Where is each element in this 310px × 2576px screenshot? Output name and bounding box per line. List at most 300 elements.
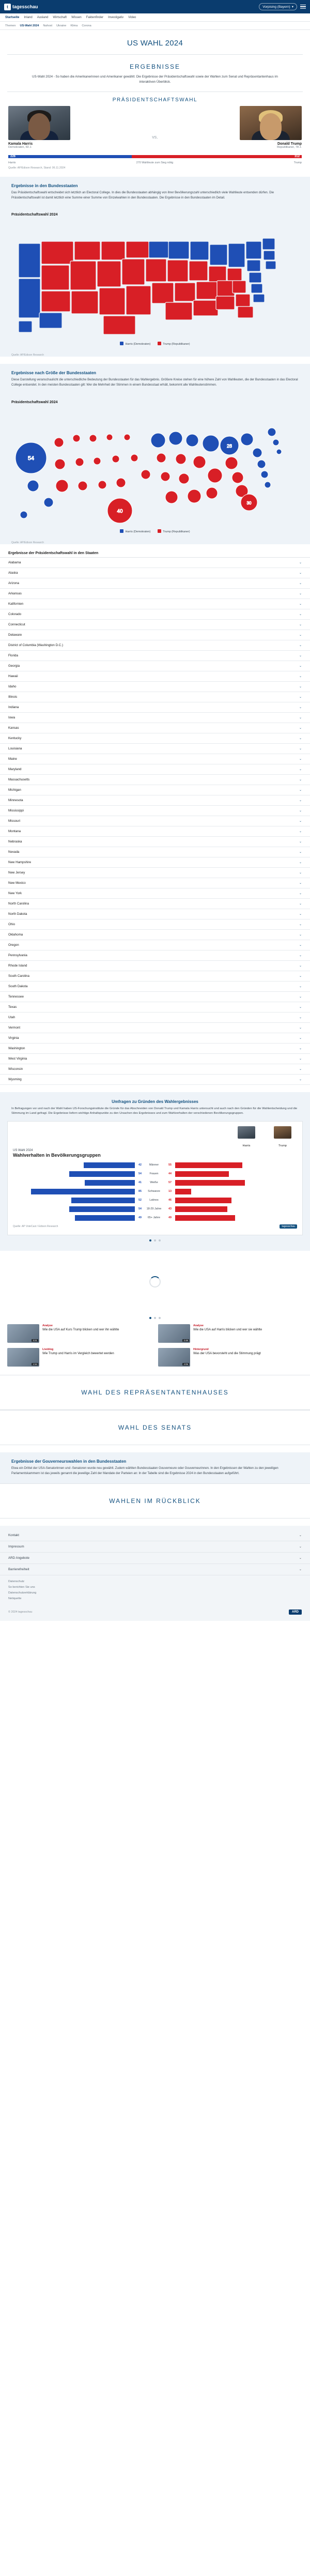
- teaser-grid: [0, 1319, 310, 1375]
- polls-text: In Befragungen vor und nach der Wahl haben US-Forschungsinstitute die Gründe für das Abschneiden von Donald Trump und Kamala Harris untersucht und auch nach den Gründen für die Wahlentscheidung und die Stimmung im Land gefragt. Die Ergebnisse liefern wichtige Anhaltspunkte zu den Ursachen des Ergebnisses und zum Wahlverhalten der verschiedenen Bevölkerungsgruppen.: [11, 1107, 298, 1115]
- chevron-down-icon: ⌄: [299, 881, 302, 885]
- accordion-item-kansas[interactable]: [0, 723, 310, 733]
- chevron-down-icon: ⌄: [299, 706, 302, 709]
- state-label: Wyoming: [8, 1077, 22, 1081]
- accordion-item-kentucky[interactable]: [0, 733, 310, 744]
- map2-title: Ergebnisse nach Größe der Bundesstaaten: [11, 371, 97, 376]
- candidate-trump[interactable]: [240, 106, 302, 149]
- state-label: Arkansas: [8, 591, 22, 595]
- map2-source: Quelle: AP/Edison Research: [0, 539, 310, 544]
- category-label: Latinos: [149, 1199, 159, 1202]
- chevron-down-icon: ⌄: [299, 871, 302, 875]
- state-label: District of Columbia (Washington D.C.): [8, 643, 64, 647]
- accordion-item-north-dakota[interactable]: [0, 909, 310, 919]
- accordion-item-colorado[interactable]: [0, 609, 310, 620]
- chart-footer: [13, 1224, 297, 1229]
- video-thumb: [7, 1348, 39, 1367]
- state-label: Minnesota: [8, 798, 23, 802]
- legend-dem-2: Harris (Demokraten): [120, 529, 150, 533]
- accordion-item-arizona[interactable]: [0, 578, 310, 589]
- accordion-item-south-dakota[interactable]: [0, 982, 310, 992]
- state-label: Rhode Island: [8, 963, 27, 968]
- chart-kicker: US Wahl 2024: [13, 1149, 33, 1153]
- chevron-down-icon: ⌄: [299, 612, 302, 616]
- chart-row-5: [13, 1205, 297, 1213]
- nav-item-7[interactable]: Video: [128, 16, 136, 19]
- subnav-item-0[interactable]: Themen: [5, 24, 16, 27]
- state-label: Kalifornien: [8, 602, 24, 606]
- footer-item-impressum[interactable]: [0, 1541, 310, 1553]
- section-house: WAHL DES REPRÄSENTANTENHAUSES: [0, 1375, 310, 1410]
- subnav-item-2[interactable]: Nahost: [43, 24, 53, 27]
- teaser-kicker: Analyse: [42, 1324, 53, 1328]
- state-label: New Mexico: [8, 881, 26, 885]
- state-label: Nevada: [8, 850, 20, 854]
- subnav-item-5[interactable]: Corona: [82, 24, 91, 27]
- footer-link-netiquette[interactable]: Netiquette: [8, 1597, 22, 1601]
- results-heading: ERGEBNISSE: [129, 63, 181, 70]
- nav-item-0[interactable]: Startseite: [5, 16, 20, 19]
- state-label: Idaho: [8, 684, 17, 688]
- accordion-item-ohio[interactable]: [0, 919, 310, 930]
- chevron-down-icon: ⌄: [299, 1016, 302, 1019]
- footer-item-ard-angebote[interactable]: [0, 1553, 310, 1564]
- teaser-headline: Wie Trump und Harris im Vergleich bewertet werden: [42, 1352, 114, 1356]
- teaser-headline: Was der USA bevorsteht und die Stimmung prägt: [193, 1352, 261, 1356]
- carousel-dots-2[interactable]: [0, 1313, 310, 1319]
- accordion-item-new-york[interactable]: [0, 888, 310, 899]
- chart-source: Quelle: AP VoteCast / Edison Research: [13, 1225, 58, 1229]
- duration-badge: 1:54: [33, 1363, 37, 1366]
- chevron-down-icon: ⌄: [299, 788, 302, 792]
- state-label: North Carolina: [8, 901, 29, 906]
- chevron-down-icon: ⌄: [299, 581, 302, 585]
- state-label: Iowa: [8, 715, 16, 719]
- chevron-down-icon: ⌄: [299, 892, 302, 895]
- results-intro: US-Wahl 2024 - So haben die Amerikanerinnen und Amerikaner gewählt: Die Ergebnisse der Präsidentschaftswahl sowie der Wahlen zum Senat und Repräsentantenhaus im interaktiven Überblick.: [32, 75, 278, 84]
- state-label: Texas: [8, 1005, 17, 1009]
- value-harris: 54: [138, 1172, 142, 1176]
- bar-label-rep: Trump: [293, 161, 302, 165]
- carousel-dot-3[interactable]: [159, 1239, 161, 1241]
- accordion-item-iowa[interactable]: [0, 713, 310, 723]
- chart-bars: [13, 1161, 297, 1221]
- chevron-down-icon: ⌄: [299, 664, 302, 668]
- chart-head-trump: Trump: [271, 1126, 294, 1149]
- state-label: South Carolina: [8, 974, 29, 978]
- chevron-down-icon: ⌄: [299, 1026, 302, 1030]
- map1-wrap: [0, 220, 310, 351]
- accordion-item-rhode-island[interactable]: [0, 961, 310, 971]
- loading-spinner-icon: [149, 1276, 161, 1287]
- location-label: Vorpising (Bayern): [262, 5, 290, 9]
- chevron-down-icon: ⌄: [299, 943, 302, 947]
- chart-row-6: [13, 1214, 297, 1221]
- main-nav[interactable]: [0, 13, 310, 22]
- accordion-item-connecticut[interactable]: [0, 620, 310, 630]
- chevron-down-icon: ⌄: [299, 602, 302, 606]
- value-trump: 49: [168, 1216, 172, 1220]
- value-harris: 85: [138, 1190, 142, 1193]
- map2-legend: [7, 528, 303, 533]
- accordion-item-wyoming[interactable]: [0, 1075, 310, 1085]
- state-label: Pennsylvania: [8, 953, 27, 957]
- state-label: Hawaii: [8, 674, 18, 678]
- location-pill[interactable]: [259, 3, 297, 10]
- accordion-item-delaware[interactable]: [0, 630, 310, 640]
- section-senate: WAHL DES SENATS: [0, 1410, 310, 1445]
- chevron-down-icon: ⌄: [299, 1568, 302, 1572]
- accordion-item-texas[interactable]: [0, 1002, 310, 1013]
- electoral-bar: [0, 149, 310, 164]
- carousel-dot-2[interactable]: [154, 1239, 156, 1241]
- chevron-down-icon: ⌄: [299, 685, 302, 688]
- nav-item-2[interactable]: Ausland: [37, 16, 49, 19]
- accordion-item-alaska[interactable]: [0, 568, 310, 578]
- chart-candidate-head: [13, 1126, 297, 1149]
- legend-dem: Harris (Demokraten): [120, 342, 150, 346]
- accordion-item-indiana[interactable]: [0, 702, 310, 713]
- burger-icon[interactable]: [300, 5, 306, 9]
- sub-nav[interactable]: [0, 22, 310, 30]
- state-list-title: Ergebnisse der Präsidentschaftswahl in den Staaten: [8, 551, 99, 555]
- map2-info: [0, 364, 310, 395]
- nav-item-1[interactable]: Inland: [24, 16, 33, 19]
- trump-photo: [240, 106, 302, 140]
- accordion-item-louisiana[interactable]: [0, 744, 310, 754]
- state-label: Washington: [8, 1046, 25, 1050]
- chevron-down-icon: ⌄: [299, 643, 302, 647]
- chevron-down-icon: ⌄: [299, 933, 302, 937]
- svg-text:40: 40: [117, 508, 123, 514]
- value-harris: 49: [138, 1216, 142, 1220]
- chevron-down-icon: ⌄: [299, 995, 302, 999]
- chevron-down-icon: ⌄: [299, 1534, 302, 1538]
- chevron-down-icon: ⌄: [299, 861, 302, 864]
- state-label: Utah: [8, 1015, 16, 1019]
- footer-link-datenschutz[interactable]: Datenschutz: [8, 1580, 25, 1584]
- state-accordion[interactable]: [0, 557, 310, 1085]
- value-trump: 13: [168, 1190, 172, 1193]
- state-label: Ohio: [8, 922, 16, 926]
- value-trump: 43: [168, 1207, 172, 1211]
- vs-label: vs.: [152, 134, 158, 140]
- chevron-down-icon: ⌄: [299, 1036, 302, 1040]
- footer-item-kontakt[interactable]: [0, 1530, 310, 1541]
- state-label: Vermont: [8, 1025, 21, 1030]
- brand-mark: t: [4, 4, 11, 10]
- accordion-item-mississippi[interactable]: [0, 806, 310, 816]
- carousel-dots[interactable]: [7, 1235, 303, 1241]
- video-thumb: [7, 1324, 39, 1343]
- state-label: Montana: [8, 829, 21, 833]
- state-label: Delaware: [8, 633, 22, 637]
- chevron-down-icon: ⌄: [299, 830, 302, 833]
- nav-item-5[interactable]: Faktenfinder: [86, 16, 104, 19]
- accordion-item-dc[interactable]: [0, 640, 310, 651]
- nav-item-6[interactable]: Investigativ: [108, 16, 124, 19]
- bar-label-note: 270 Wahlleute zum Sieg nötig: [136, 161, 174, 165]
- chart-row-4: [13, 1197, 297, 1204]
- accordion-item-georgia[interactable]: [0, 661, 310, 671]
- accordion-item-missouri[interactable]: [0, 816, 310, 826]
- state-label: Florida: [8, 653, 18, 657]
- map1-caption: Präsidentschaftswahl 2024: [0, 208, 310, 220]
- state-label: Indiana: [8, 705, 19, 709]
- state-label: New York: [8, 891, 22, 895]
- footer: [0, 1526, 310, 1621]
- chart-row-2: [13, 1179, 297, 1186]
- subnav-item-1[interactable]: US-Wahl 2024: [20, 24, 39, 27]
- svg-text:54: 54: [27, 455, 35, 462]
- chart-row-0: [13, 1161, 297, 1169]
- chart-title: Wahlverhalten in Bevölkerungsgruppen: [13, 1153, 101, 1158]
- state-label: Louisiana: [8, 746, 22, 750]
- nav-item-4[interactable]: Wissen: [71, 16, 82, 19]
- teaser-kicker: Liveblog: [42, 1348, 54, 1352]
- brand-name: tagesschau: [12, 4, 38, 9]
- accordion-item-virginia[interactable]: [0, 1033, 310, 1044]
- state-label: Alabama: [8, 560, 21, 564]
- state-label: South Dakota: [8, 984, 28, 988]
- senate-info-title: Ergebnisse der Gouverneurswahlen in den Bundesstaaten: [11, 1459, 127, 1464]
- chevron-down-icon: ⌄: [299, 985, 302, 988]
- accordion-item-oregon[interactable]: [0, 940, 310, 950]
- top-bar: [0, 0, 310, 13]
- chevron-down-icon: ⌄: [299, 923, 302, 926]
- harris-party: Demokraten, 60 J.: [8, 146, 32, 149]
- chevron-down-icon: ⌄: [299, 1005, 302, 1009]
- map1-text: Das Präsidentschaftswahl entscheidet sich letztlich an Electoral College. In dies die Bundesstaaten abhängig von ihrer Bevölkerungszahl unterschiedlich viele Wahlleute entsenden dürfen. Die Präsidentschaftswahl ist damit letztlich eine Summe einer Summe von Einzelwahlen in den Bundesstaaten. Die Ergebnisse in den Bundesstaaten im Detail.: [11, 191, 274, 200]
- state-label: Connecticut: [8, 622, 25, 626]
- trump-party: Republikaner, 78 J.: [277, 146, 302, 149]
- page-title: US WAHL 2024: [127, 39, 183, 48]
- teaser-card[interactable]: [7, 1324, 152, 1343]
- teaser-headline: Wie die USA auf Harris blicken und wer sie wählte: [193, 1328, 262, 1332]
- section-retro: WAHLEN IM RÜCKBLICK: [0, 1483, 310, 1519]
- video-thumb: [158, 1348, 190, 1367]
- teaser-card[interactable]: [7, 1348, 152, 1367]
- teaser-kicker: Analyse: [193, 1324, 204, 1328]
- category-label: Männer: [149, 1163, 159, 1167]
- chevron-down-icon: ⌄: [299, 571, 302, 575]
- state-label: Arizona: [8, 581, 19, 585]
- footer-links[interactable]: [0, 1575, 310, 1605]
- chevron-down-icon: ⌄: [299, 912, 302, 916]
- footer-label: ARD Angebote: [8, 1556, 29, 1560]
- chevron-down-icon: ⌄: [299, 974, 302, 978]
- polls-section: [0, 1092, 310, 1251]
- map2-text: Diese Darstellung veranschaulicht die unterschiedliche Bedeutung der Bundesstaaten für das Wahlergebnis. Größere Kreise stehen für eine höhere Zahl von Wahlleuten, die der Bundesstaaten in das Electoral College entsendet. In den meisten Bundesstaaten gilt: Wer die Mehrheit der Stimmen in einem Bundesstaat erhält, bekommt alle Wahlleutenstimmen.: [11, 378, 298, 387]
- chevron-down-icon: ⌄: [299, 840, 302, 844]
- state-label: Illinois: [8, 695, 18, 699]
- trump-name: Donald Trump: [277, 142, 302, 146]
- chevron-down-icon: ⌄: [299, 809, 302, 812]
- accordion-item-vermont[interactable]: [0, 1023, 310, 1033]
- footer-label: Barrierefreiheit: [8, 1568, 29, 1572]
- accordion-item-minnesota[interactable]: [0, 795, 310, 806]
- chart-head-harris: Harris: [235, 1126, 258, 1149]
- usa-map-svg[interactable]: [7, 221, 303, 341]
- senate-info-text: Etwa ein Drittel der USA-Senatorinnen und -Senatoren wurde neu gewählt. Zudem wählten Bundesstaaten Gouverneure oder Gouverneurinnen. In den Ergebnissen der Wahlen zu den jeweiligen Parlamentskammern ist das jeweils genannt die jeweilige Zahl der Mandate der Parteien an: In der Tabelle sind die Ergebnisse 2024 in den Bundesstaaten aufgeführt.: [11, 1467, 278, 1475]
- bar-label-dem: Harris: [8, 161, 16, 165]
- chevron-down-icon: ⌄: [299, 623, 302, 626]
- svg-text:30: 30: [246, 500, 252, 505]
- accordion-item-washington[interactable]: [0, 1044, 310, 1054]
- value-harris: 54: [138, 1207, 142, 1211]
- usa-bubble-svg[interactable]: [7, 408, 303, 528]
- chevron-down-icon: ⌄: [299, 799, 302, 802]
- state-label: North Dakota: [8, 912, 27, 916]
- nav-item-3[interactable]: Wirtschaft: [53, 16, 67, 19]
- brand-logo[interactable]: [4, 4, 38, 10]
- footer-label: Impressum: [8, 1545, 24, 1549]
- accordion-item-alabama[interactable]: [0, 558, 310, 568]
- chevron-down-icon: ⌄: [299, 674, 302, 678]
- accordion-item-nevada[interactable]: [0, 847, 310, 857]
- ard-logo: ARD: [289, 1609, 302, 1615]
- state-label: Oklahoma: [8, 932, 23, 937]
- state-label: Colorado: [8, 612, 22, 616]
- harris-photo: [8, 106, 70, 140]
- state-label: Alaska: [8, 571, 18, 575]
- accordion-item-new-hampshire[interactable]: [0, 857, 310, 868]
- accordion-item-michigan[interactable]: [0, 785, 310, 795]
- accordion-item-montana[interactable]: [0, 826, 310, 837]
- value-harris: 42: [138, 1163, 142, 1167]
- state-label: Mississippi: [8, 808, 24, 812]
- chevron-down-icon: ⌄: [299, 778, 302, 781]
- chevron-down-icon: ⌄: [299, 716, 302, 719]
- accordion-item-maryland[interactable]: [0, 764, 310, 775]
- accordion-item-utah[interactable]: [0, 1013, 310, 1023]
- chevron-down-icon: ⌄: [299, 633, 302, 637]
- chevron-down-icon: ⌄: [299, 964, 302, 968]
- category-label: 18-29 Jahre: [146, 1207, 162, 1211]
- footer-item-barrierefreiheit[interactable]: [0, 1564, 310, 1575]
- carousel-dot-1[interactable]: [149, 1239, 151, 1241]
- chevron-down-icon: ⌄: [299, 592, 302, 595]
- state-label: Oregon: [8, 943, 19, 947]
- candidate-harris[interactable]: [8, 106, 70, 149]
- teaser-card[interactable]: [158, 1324, 303, 1343]
- state-label: Wisconsin: [8, 1067, 23, 1071]
- state-label: Maine: [8, 757, 17, 761]
- chart-row-3: [13, 1188, 297, 1195]
- accordion-item-north-carolina[interactable]: [0, 899, 310, 909]
- value-trump: 57: [168, 1181, 172, 1185]
- teaser-card[interactable]: [158, 1348, 303, 1367]
- state-label: Kansas: [8, 726, 19, 730]
- chevron-down-icon: ⌄: [299, 1067, 302, 1071]
- value-trump: 46: [168, 1199, 172, 1202]
- accordion-item-florida[interactable]: [0, 651, 310, 661]
- voting-behaviour-chart[interactable]: [7, 1121, 303, 1235]
- accordion-item-south-carolina[interactable]: [0, 971, 310, 982]
- chevron-down-icon: ⌄: [299, 1545, 302, 1549]
- subnav-item-4[interactable]: Klima: [70, 24, 78, 27]
- accordion-item-west-virginia[interactable]: [0, 1054, 310, 1064]
- accordion-item-new-jersey[interactable]: [0, 868, 310, 878]
- loading-band: [0, 1251, 310, 1313]
- footer-label: Kontakt: [8, 1534, 19, 1538]
- chevron-down-icon: ⌄: [299, 747, 302, 750]
- chevron-down-icon: ⌄: [299, 1057, 302, 1061]
- map1-source: Quelle: AP/Edison Research: [0, 351, 310, 357]
- electoral-bar-rep: 312: [132, 155, 302, 158]
- chevron-down-icon: ⌄: [299, 1556, 302, 1560]
- accordion-item-nebraska[interactable]: [0, 837, 310, 847]
- value-trump: 55: [168, 1163, 172, 1167]
- chevron-down-icon: ⌄: [299, 757, 302, 761]
- category-label: 65+ Jahre: [147, 1216, 161, 1220]
- duel-title: PRÄSIDENTSCHAFTSWAHL: [112, 97, 198, 103]
- accordion-item-kalifornien[interactable]: [0, 599, 310, 609]
- map1-title: Ergebnisse in den Bundesstaaten: [11, 183, 78, 189]
- duration-badge: 3:21: [33, 1339, 37, 1342]
- state-label: Tennessee: [8, 994, 24, 999]
- usa-bubble-map[interactable]: [7, 408, 303, 528]
- usa-choropleth-map[interactable]: [7, 221, 303, 341]
- map2-wrap: [0, 407, 310, 539]
- footer-link-datenschutzerklaerung[interactable]: Datenschutzerklärung: [8, 1591, 37, 1595]
- category-label: Schwarze: [148, 1190, 160, 1193]
- chevron-down-icon: ⌄: [299, 954, 302, 957]
- chevron-down-icon: ⌄: [299, 726, 302, 730]
- accordion-item-new-mexico[interactable]: [0, 878, 310, 888]
- teaser-headline: Wie die USA auf Kurs Trump blicken und wer ihn wählte: [42, 1328, 119, 1332]
- bar-source: Quelle: AP/Edison Research, Stand: 06.11.2024: [8, 166, 66, 170]
- chart-brand-tag: tagesschau: [280, 1224, 297, 1229]
- senate-info: [0, 1452, 310, 1483]
- category-label: Weiße: [150, 1181, 158, 1185]
- accordion-item-illinois[interactable]: [0, 692, 310, 702]
- accordion-item-maine[interactable]: [0, 754, 310, 764]
- subnav-item-3[interactable]: Ukraine: [56, 24, 67, 27]
- value-harris: 52: [138, 1199, 142, 1202]
- accordion-item-idaho[interactable]: [0, 682, 310, 692]
- chevron-down-icon: ⌄: [299, 654, 302, 657]
- copyright: © 2024 tagesschau: [8, 1611, 33, 1614]
- chevron-down-icon: ⌄: [299, 902, 302, 906]
- state-label: Michigan: [8, 788, 21, 792]
- footer-link-feedback[interactable]: So berichten Sie uns: [8, 1586, 35, 1589]
- accordion-item-pennsylvania[interactable]: [0, 950, 310, 961]
- state-label: West Virginia: [8, 1056, 27, 1061]
- state-label: New Hampshire: [8, 860, 32, 864]
- accordion-item-wisconsin[interactable]: [0, 1064, 310, 1075]
- map1-legend: [7, 341, 303, 346]
- electoral-bar-dem: 226: [8, 155, 132, 158]
- accordion-item-tennessee[interactable]: [0, 992, 310, 1002]
- state-label: Georgia: [8, 664, 20, 668]
- harris-name: Kamala Harris: [8, 142, 33, 146]
- chevron-down-icon: ▾: [291, 5, 293, 9]
- accordion-item-hawaii[interactable]: [0, 671, 310, 682]
- chevron-down-icon: ⌄: [299, 768, 302, 771]
- chevron-down-icon: ⌄: [299, 561, 302, 564]
- accordion-item-oklahoma[interactable]: [0, 930, 310, 940]
- state-label: Maryland: [8, 767, 22, 771]
- legend-rep: Trump (Republikaner): [158, 342, 190, 346]
- accordion-item-massachusetts[interactable]: [0, 775, 310, 785]
- legend-rep-2: Trump (Republikaner): [158, 529, 190, 533]
- accordion-item-arkansas[interactable]: [0, 589, 310, 599]
- chevron-down-icon: ⌄: [299, 695, 302, 699]
- state-label: Missouri: [8, 819, 21, 823]
- duration-badge: 2:48: [183, 1339, 188, 1342]
- state-label: Nebraska: [8, 839, 22, 844]
